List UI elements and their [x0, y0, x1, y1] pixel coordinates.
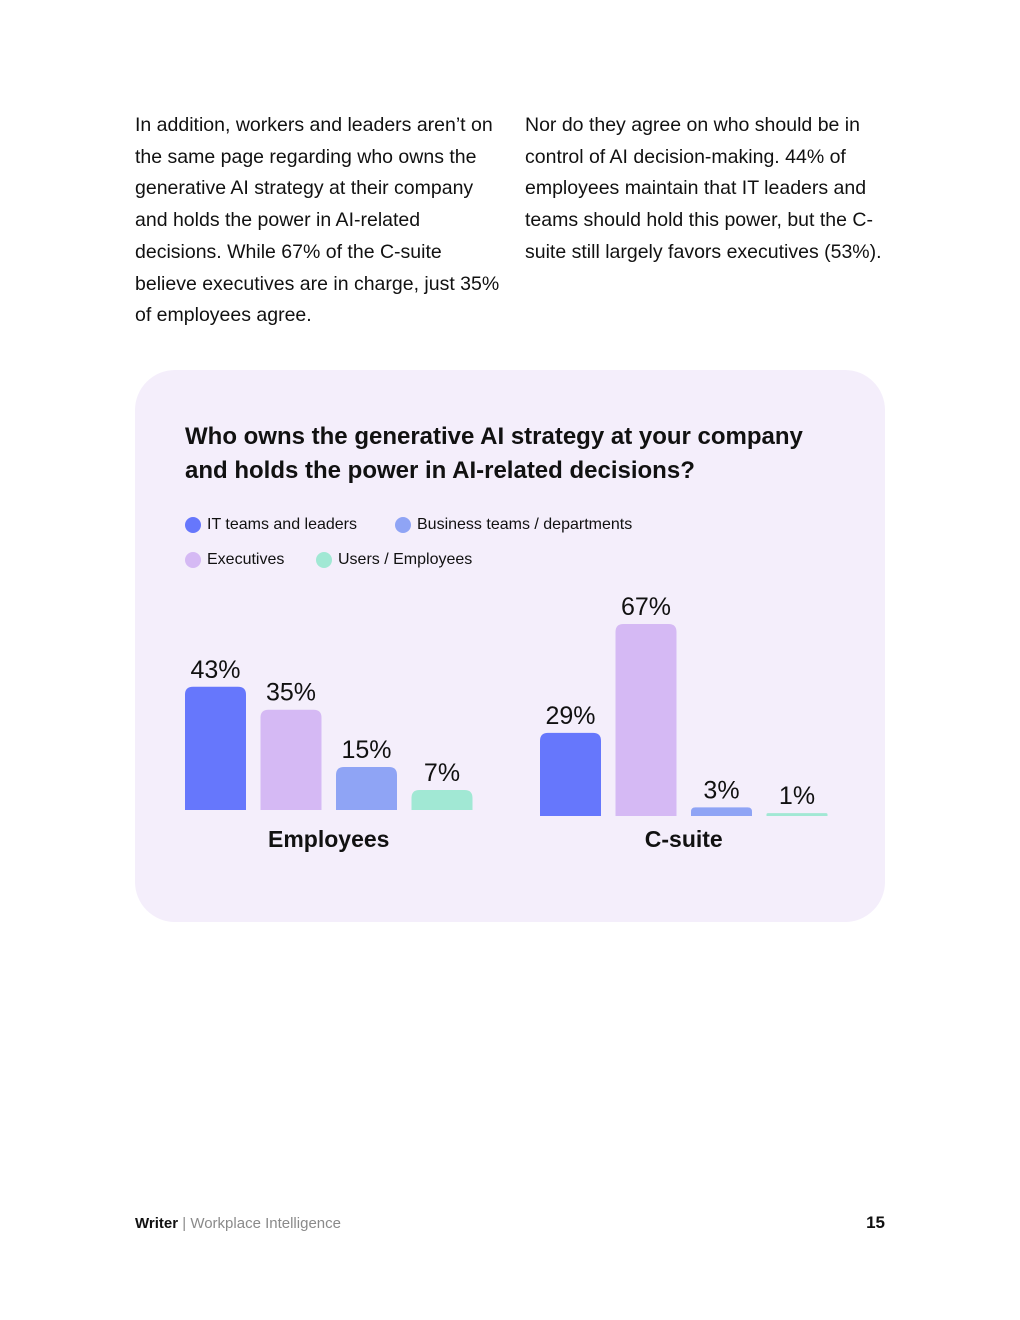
- bar-value-label: 67%: [620, 593, 672, 621]
- legend-label: Business teams / departments: [417, 516, 633, 533]
- bar-employees-3: [412, 790, 473, 810]
- legend-label: Executives: [207, 551, 285, 568]
- bar-value-label: 35%: [265, 678, 317, 707]
- bar-c-suite-0: [540, 733, 601, 816]
- bar-value-label: 3%: [703, 776, 740, 805]
- chart-card: [135, 370, 885, 922]
- report-name: Workplace Intelligence: [190, 1215, 341, 1232]
- bar-value-label: 7%: [423, 758, 461, 787]
- body-text-right: Nor do they agree on who should be in control of AI decision-making. 44% of employees maintain that IT leaders and teams should hold this power, but the C-suite still largely favors executives (53%).: [525, 114, 882, 263]
- bar-c-suite-2: [691, 807, 752, 816]
- bar-employees-0: [185, 687, 246, 810]
- brand-name: Writer: [135, 1215, 179, 1232]
- bar-value-label: 29%: [545, 701, 596, 730]
- footer-brand: [135, 1215, 341, 1232]
- bar-employees-2: [336, 767, 397, 810]
- bar-value-label: 1%: [778, 782, 816, 811]
- bar-chart: [135, 370, 885, 922]
- bar-employees-1: [261, 710, 322, 810]
- bar-c-suite-1: [616, 624, 677, 816]
- body-text-left: In addition, workers and leaders aren’t on the same page regarding who owns the generative AI strategy at their company and holds the power in AI-related decisions. While 67% of the C-suite believe executives are in charge, just 35% of employees agree.: [135, 114, 500, 327]
- legend-label: IT teams and leaders: [207, 516, 358, 533]
- legend-label: Users / Employees: [338, 551, 473, 568]
- bar-value-label: 15%: [341, 736, 392, 765]
- chart-title: Who owns the generative AI strategy at your company and holds the power in AI-related decisions?: [185, 423, 803, 484]
- group-label-employees: Employees: [268, 826, 390, 852]
- page-number: 15: [866, 1213, 885, 1232]
- group-label-c-suite: C-suite: [644, 826, 723, 852]
- bar-value-label: 43%: [190, 655, 241, 684]
- brand-separator: |: [182, 1215, 187, 1232]
- bar-c-suite-3: [767, 813, 828, 816]
